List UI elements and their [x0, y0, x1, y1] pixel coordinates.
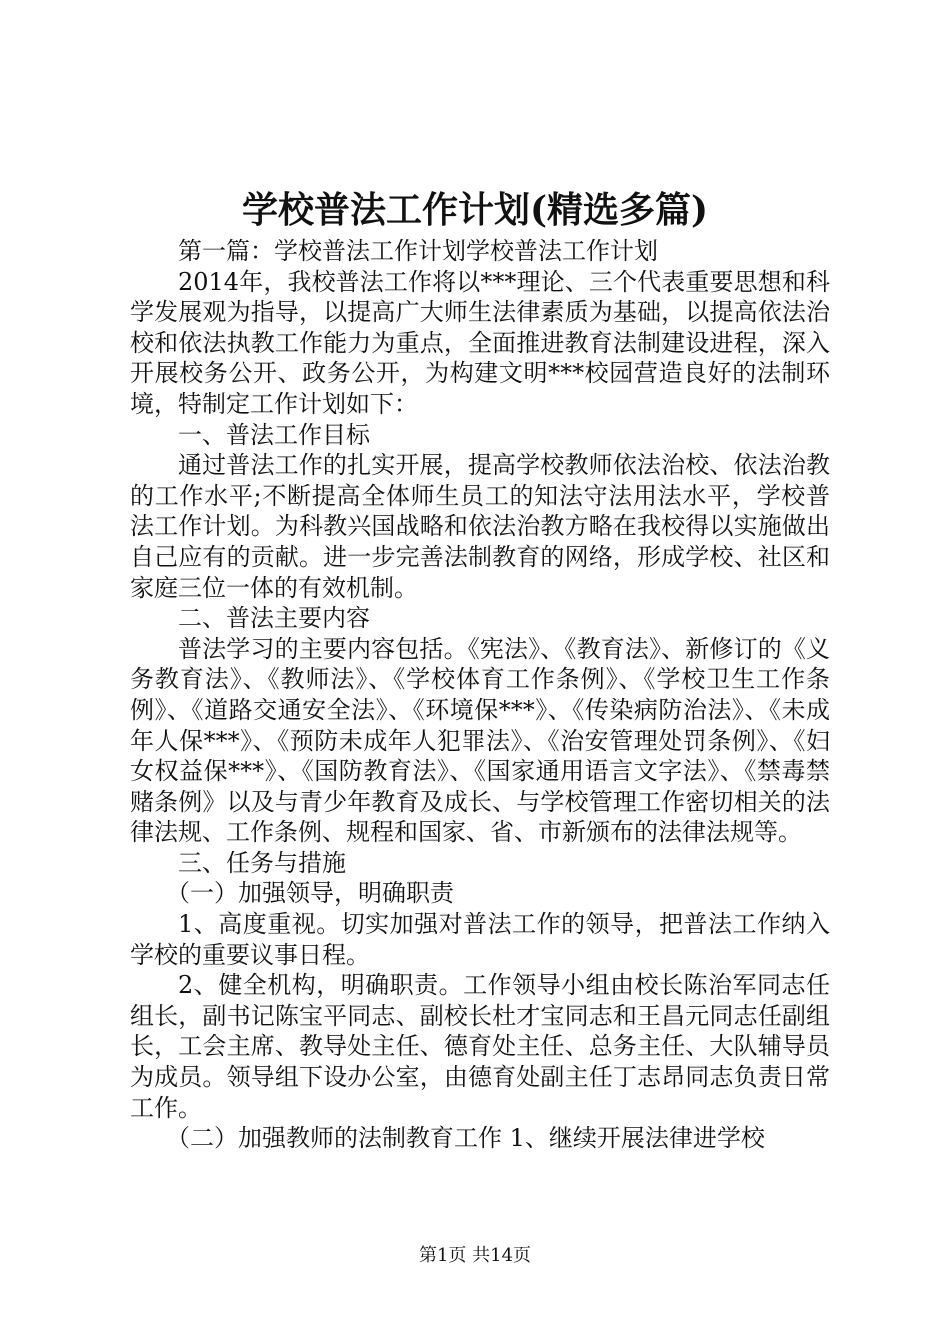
paragraph: 普法学习的主要内容包括。《宪法》、《教育法》、新修订的《义务教育法》、《教师法》、《学校体育工作条例》、《学校卫生工作条例》、《道路交通安全法》、《环境保***》、《传染病防治法》、《未成年人保***》、《预防未成年人犯罪法》、《治安管理处罚条例》、《妇女权益保***》、《国防教育法》、《国家通用语言文字法》、《禁毒禁赌条例》以及与青少年教育及成长、与学校管理工作密切相关的法律法规、工作条例、规程和国家、省、市新颁布的法律法规等。 — [130, 634, 830, 847]
section-heading: 二、普法主要内容 — [178, 604, 370, 633]
section-heading: 三、任务与措施 — [178, 848, 346, 877]
document-body — [130, 236, 830, 1154]
paragraph: 通过普法工作的扎实开展，提高学校教师依法治校、依法治教的工作水平;不断提高全体师生员工的知法守法用法水平，学校普法工作计划。为科教兴国战略和依法治教方略在我校得以实施做出自己应有的贡献。进一步完善法制教育的网络，形成学校、社区和家庭三位一体的有效机制。 — [130, 451, 830, 602]
document-title: 学校普法工作计划(精选多篇) — [241, 189, 709, 231]
page-number-footer: 第1页 共14页 — [418, 1245, 532, 1266]
subsection-heading: （一）加强领导，明确职责 — [166, 879, 454, 908]
paragraph: 1、高度重视。切实加强对普法工作的领导，把普法工作纳入学校的重要议事日程。 — [130, 910, 830, 969]
section-heading: 第一篇：学校普法工作计划学校普法工作计划 — [178, 237, 658, 265]
paragraph: 2、健全机构，明确职责。工作领导小组由校长陈治军同志任组长，副书记陈宝平同志、副校长杜才宝同志和王昌元同志任副组长，工会主席、教导处主任、德育处主任、总务主任、大队辅导员为成员。领导组下设办公室，由德育处副主任丁志昂同志负责日常工作。 — [130, 971, 830, 1122]
subsection-heading: （二）加强教师的法制教育工作 1、继续开展法律进学校 — [166, 1124, 765, 1153]
paragraph: 2014年，我校普法工作将以***理论、三个代表重要思想和科学发展观为指导，以提高广大师生法律素质为基础，以提高依法治校和依法执教工作能力为重点，全面推进教育法制建设进程，深入开展校务公开、政务公开，为构建文明***校园营造良好的法制环境，特制定工作计划如下： — [130, 267, 830, 418]
section-heading: 一、普法工作目标 — [178, 420, 370, 449]
